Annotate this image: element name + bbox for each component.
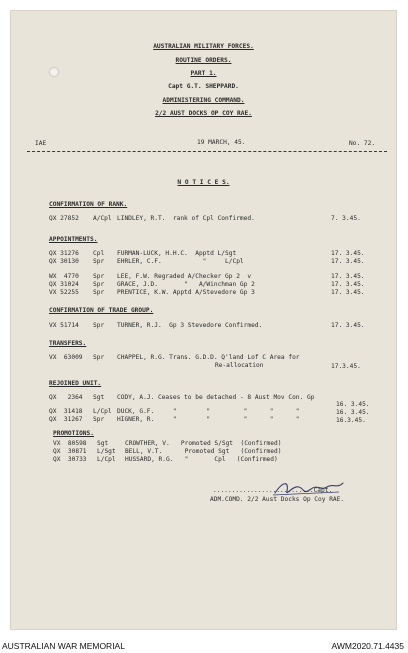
entry-rank: Spr — [93, 289, 105, 296]
routine-orders-heading: ROUTINE ORDERS. — [175, 57, 232, 64]
entry-date: 16.3.45. — [336, 417, 366, 424]
signature-line: ...........................Capt. — [213, 487, 333, 494]
entry-text: EHRLER, C.F. " L/Cpl — [117, 258, 244, 265]
entry-rank: A/Cpl — [93, 215, 112, 222]
section-heading-appointments: APPOINTMENTS. — [49, 236, 98, 243]
entry-text: HIGNER, R. " " " " " — [117, 416, 300, 423]
part-heading: PART 1. — [190, 70, 217, 77]
entry-rank: Spr — [93, 322, 105, 329]
officer-name: Capt G.T. SHEPPARD. — [168, 83, 239, 90]
order-date: 19 MARCH, 45. — [197, 139, 246, 146]
entry-reg: VX 63009 — [49, 354, 83, 361]
entry-rank: L/Cpl — [93, 408, 112, 415]
section-heading-rank: CONFIRMATION OF RANK. — [49, 201, 128, 208]
entry-date: 17. 3.45. — [331, 258, 365, 265]
entry-text: CODY, A.J. Ceases to be detached - 8 Aust Mov Con. Gp — [117, 394, 315, 401]
signature-caption: ADM.COMD. 2/2 Aust Docks Op Coy RAE. — [210, 496, 345, 503]
notices-title: N O T I C E S. — [177, 179, 230, 186]
left-code: IAE — [35, 140, 47, 147]
entry-rank: Cpl — [93, 250, 105, 257]
entry-reg: QX 27852 — [49, 215, 79, 222]
entry-reg: QX 31276 — [49, 250, 79, 257]
entry-text: LEE, F.W. Regraded A/Checker Gp 2 v — [117, 273, 252, 280]
entry-rank: L/Cpl — [97, 456, 116, 463]
entry-rank: L/Sgt — [97, 448, 116, 455]
entry-text: PRENTICE, K.W. Apptd A/Stevedore Gp 3 — [117, 289, 255, 296]
unit-name: 2/2 AUST DOCKS OP COY RAE. — [155, 110, 252, 117]
header-divider — [27, 151, 387, 152]
entry-date: 16. 3.45. — [336, 409, 370, 416]
entry-date: 17. 3.45. — [331, 289, 365, 296]
section-heading-promotions: PROMOTIONS. — [53, 430, 94, 437]
footer-institution: AUSTRALIAN WAR MEMORIAL — [2, 641, 125, 651]
entry-rank: Sgt — [93, 394, 105, 401]
entry-date: 7. 3.45. — [331, 215, 361, 222]
entry-text: HUSSARD, R.G. " Cpl (Confirmed) — [125, 456, 278, 463]
entry-date: 16. 3.45. — [336, 401, 370, 408]
document-page — [11, 11, 396, 629]
entry-date: 17.3.45. — [331, 363, 361, 370]
section-heading-rejoined: REJOINED UNIT. — [49, 380, 102, 387]
entry-reg: WX 4770 — [49, 273, 79, 280]
entry-rank: Spr — [93, 416, 105, 423]
entry-text: LINDLEY, R.T. rank of Cpl Confirmed. — [117, 215, 255, 222]
entry-rank: Spr — [93, 354, 105, 361]
entry-reg: VX 52255 — [49, 289, 79, 296]
entry-text: CHAPPEL, R.G. Trans. G.D.D. Q'land Lof C Area for — [117, 354, 300, 361]
entry-text: CROWTHER, V. Promoted S/Sgt (Confirmed) — [125, 440, 282, 447]
entry-rank: Sgt — [97, 440, 109, 447]
entry-reg: QX 30871 — [53, 448, 87, 455]
entry-reg: QX 30733 — [53, 456, 87, 463]
entry-date: 17. 3.45. — [331, 322, 365, 329]
section-heading-trade: CONFIRMATION OF TRADE GROUP. — [49, 307, 154, 314]
footer-accession-number: AWM2020.71.4435 — [331, 641, 404, 651]
entry-reg: QX 31267 — [49, 416, 83, 423]
entry-date: 17. 3.45. — [331, 273, 365, 280]
entry-rank: Spr — [93, 273, 105, 280]
administering-command: ADMINISTERING COMMAND. — [162, 97, 245, 104]
entry-text: FURMAN-LUCK, H.H.C. Apptd L/Sgt — [117, 250, 237, 257]
entry-text: BELL, V.T. Promoted Sgt (Confirmed) — [125, 448, 282, 455]
entry-reg: QX 31024 — [49, 281, 79, 288]
entry-text: GRACE, J.D. " A/Winchman Gp 2 — [117, 281, 255, 288]
entry-date: 17. 3.45. — [331, 281, 365, 288]
entry-reg: QX 2364 — [49, 394, 83, 401]
org-heading: AUSTRALIAN MILITARY FORCES. — [153, 43, 254, 50]
entry-rank: Spr — [93, 258, 105, 265]
entry-reg: VX 51714 — [49, 322, 79, 329]
section-heading-transfers: TRANSFERS. — [49, 340, 87, 347]
entry-rank: Spr — [93, 281, 105, 288]
entry-reg: VX 80598 — [53, 440, 87, 447]
entry-reg: QX 31418 — [49, 408, 83, 415]
entry-date: 17. 3.45. — [331, 250, 365, 257]
entry-text: DUCK, G.F. " " " " " — [117, 408, 300, 415]
order-number: No. 72. — [349, 140, 376, 147]
entry-text-continued: Re-allocation — [215, 362, 264, 369]
archive-footer — [0, 640, 408, 653]
entry-reg: QX 30130 — [49, 258, 79, 265]
entry-text: TURNER, R.J. Gp 3 Stevedore Confirmed. — [117, 322, 263, 329]
